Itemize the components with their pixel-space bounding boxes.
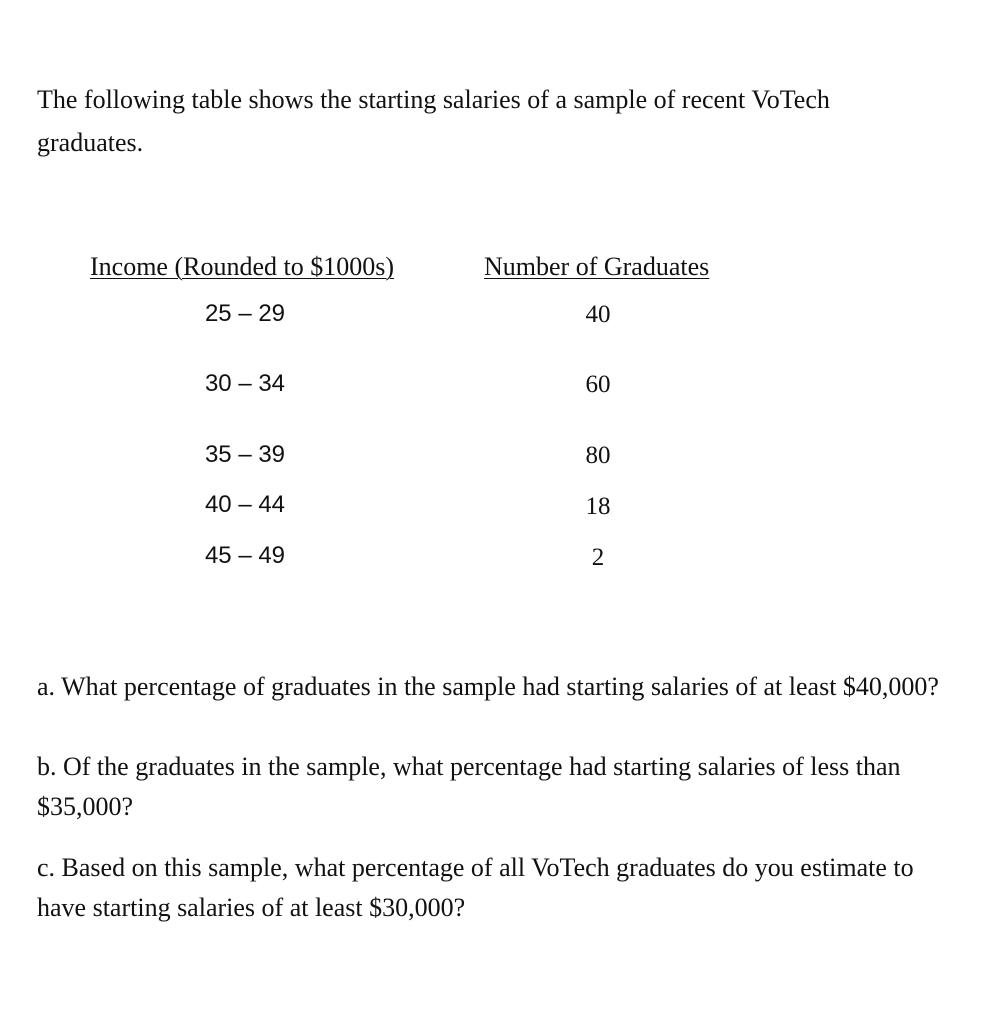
graduates-count-cell: 18 <box>585 493 611 520</box>
graduates-count-cell: 60 <box>585 371 611 398</box>
income-column-header: Income (Rounded to $1000s) <box>90 252 395 281</box>
income-range-cell: 40 – 44 <box>204 491 286 518</box>
question-a: a. What percentage of graduates in the sample had starting salaries of at least $40,000? <box>37 672 939 701</box>
income-range-cell: 25 – 29 <box>204 300 286 327</box>
income-range-cell: 35 – 39 <box>204 441 286 468</box>
intro-paragraph: The following table shows the starting salaries of a sample of recent VoTech graduates. <box>37 85 830 157</box>
question-b: b. Of the graduates in the sample, what percentage had starting salaries of less than $35,000? <box>37 752 901 821</box>
question-c: c. Based on this sample, what percentage of all VoTech graduates do you estimate to have starting salaries of at least $30,000? <box>37 853 914 922</box>
graduates-count-cell: 2 <box>591 544 605 571</box>
graduates-column-header: Number of Graduates <box>484 252 710 281</box>
income-range-cell: 30 – 34 <box>204 370 286 397</box>
graduates-count-cell: 80 <box>585 442 611 469</box>
graduates-count-cell: 40 <box>585 301 611 328</box>
income-range-cell: 45 – 49 <box>204 542 286 569</box>
